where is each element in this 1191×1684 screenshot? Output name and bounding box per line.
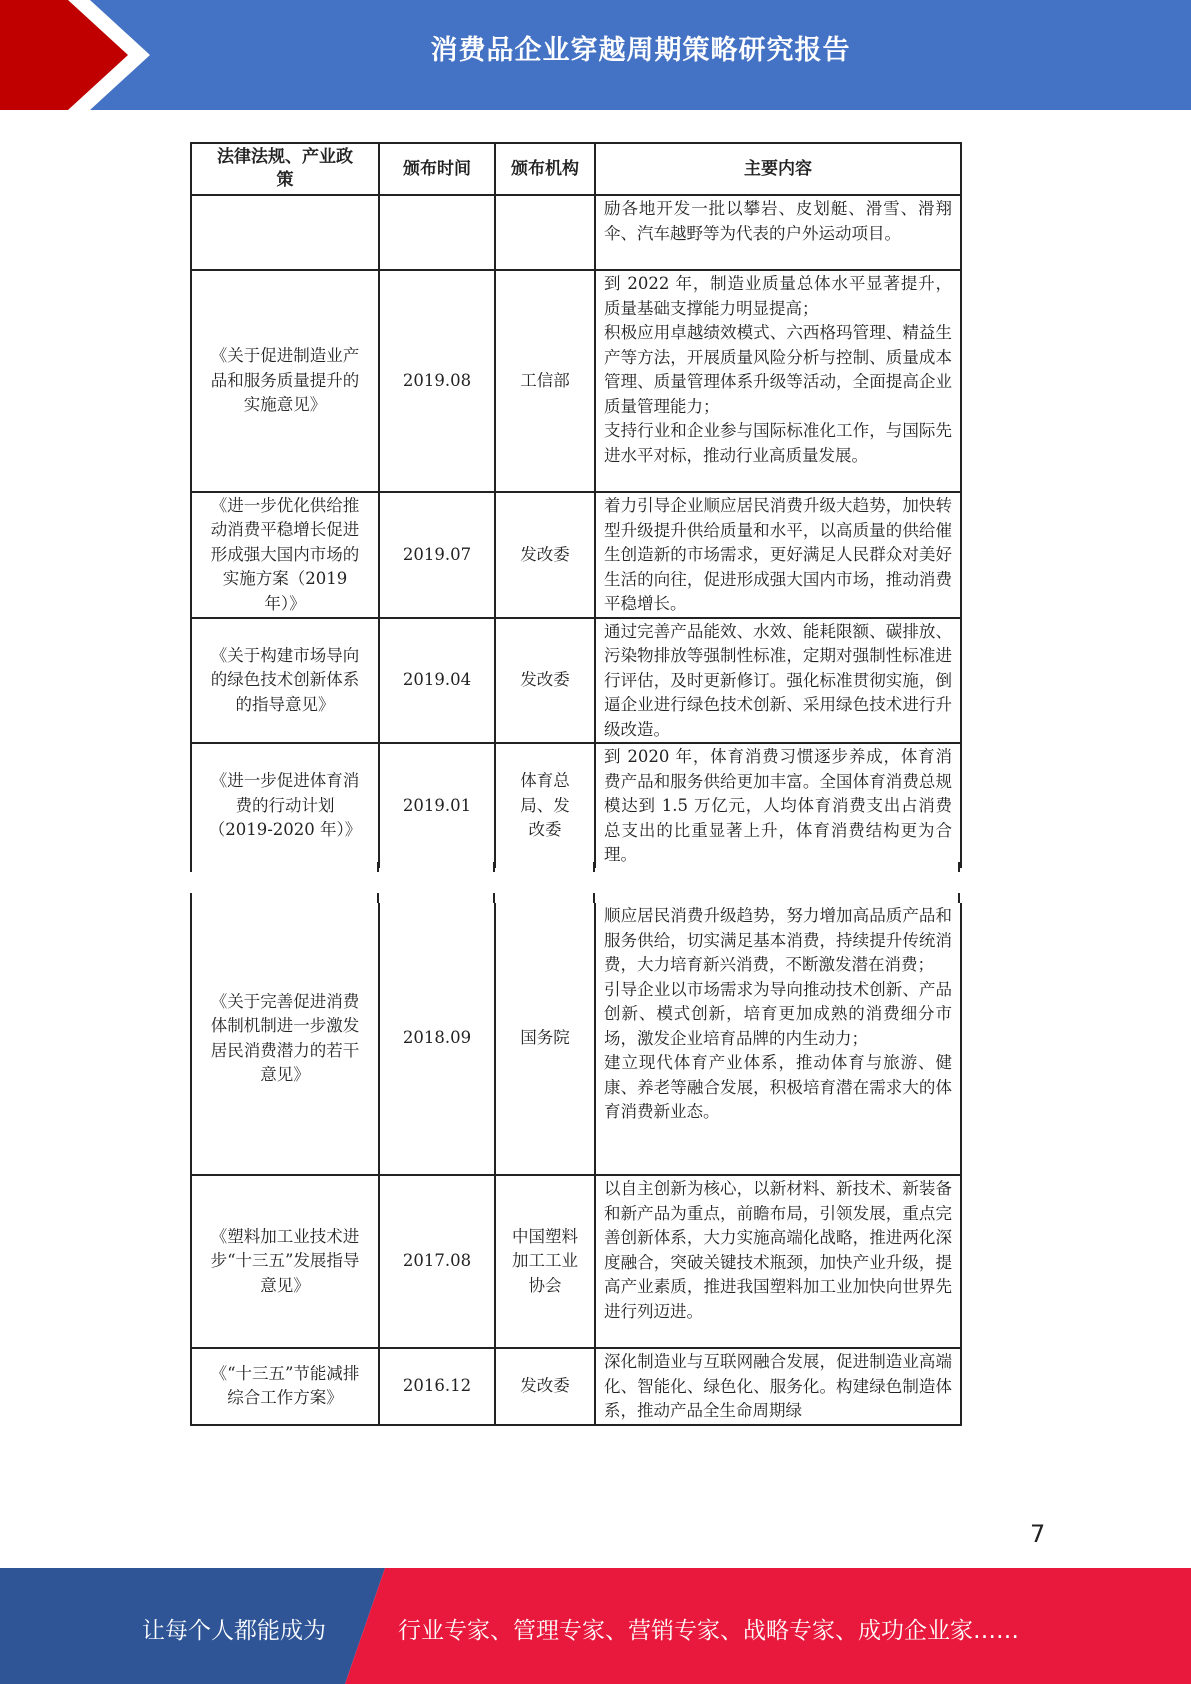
content-cell: 到 2022 年，制造业质量总体水平显著提升，质量基础支撑能力明显提高； 积极应用卓越绩效模式、六西格玛管理、精益生产等方法，开展质量风险分析与控制、质量成本管理、质量管理体系升级等活动，全面提高企业质量管理能力； 支持行业和企业参与国际标准化工作，与国际先进水平对标，推动行业高质量发展。: [595, 270, 961, 492]
org-cell: 发改委: [495, 618, 595, 744]
content-cell: 深化制造业与互联网融合发展，促进制造业高端化、智能化、绿色化、服务化。构建绿色制造体系，推动产品全生命周期绿: [595, 1348, 961, 1425]
date-cell: 2018.09: [379, 903, 495, 1175]
date-cell: 2019.08: [379, 270, 495, 492]
table-row: [191, 195, 961, 270]
date-cell: 2017.08: [379, 1175, 495, 1348]
table-header-row: [191, 143, 961, 195]
table-row: [191, 743, 961, 868]
column-header-content: 主要内容: [595, 143, 961, 195]
org-cell: [495, 195, 595, 270]
footer-slogan-left: 让每个人都能成为: [142, 1618, 326, 1644]
date-cell: [379, 195, 495, 270]
table-break-top: [190, 862, 960, 872]
org-cell: 国务院: [495, 903, 595, 1175]
footer-slogan-right: 行业专家、管理专家、营销专家、战略专家、成功企业家……: [398, 1618, 1019, 1644]
org-cell: 发改委: [495, 492, 595, 618]
org-cell: 体育总局、发改委: [495, 743, 595, 868]
date-cell: 2016.12: [379, 1348, 495, 1425]
content-cell: 顺应居民消费升级趋势，努力增加高品质产品和服务供给，切实满足基本消费，持续提升传统消费，大力培育新兴消费，不断激发潜在消费； 引导企业以市场需求为导向推动技术创新、产品创新、模式创新，培育更加成熟的消费细分市场，激发企业培育品牌的内生动力； 建立现代体育产业体系，推动体育与旅游、健康、养老等融合发展，积极培育潜在需求大的体育消费新业态。: [595, 903, 961, 1175]
table-row: [191, 492, 961, 618]
page-header: [0, 0, 1191, 110]
date-cell: 2019.07: [379, 492, 495, 618]
column-header-org: 颁布机构: [495, 143, 595, 195]
table-row: [191, 1175, 961, 1348]
content-cell: 着力引导企业顺应居民消费升级大趋势，加快转型升级提升供给质量和水平，以高质量的供给催生创造新的市场需求，更好满足人民群众对美好生活的向往，促进形成强大国内市场，推动消费平稳增长。: [595, 492, 961, 618]
date-cell: 2019.04: [379, 618, 495, 744]
policy-name-cell: 《关于完善促进消费体制机制进一步激发居民消费潜力的若干意见》: [191, 903, 379, 1175]
org-cell: 中国塑料加工工业协会: [495, 1175, 595, 1348]
table-row: [191, 903, 961, 1175]
policy-name-cell: 《关于促进制造业产品和服务质量提升的实施意见》: [191, 270, 379, 492]
content-cell: 通过完善产品能效、水效、能耗限额、碳排放、污染物排放等强制性标准，定期对强制性标准进行评估，及时更新修订。强化标准贯彻实施，倒逼企业进行绿色技术创新、采用绿色技术进行升级改造。: [595, 618, 961, 744]
policy-table-part1: [190, 142, 962, 868]
content-cell: 到 2020 年，体育消费习惯逐步养成，体育消费产品和服务供给更加丰富。全国体育消费总规模达到 1.5 万亿元，人均体育消费支出占消费总支出的比重显著上升，体育消费结构更为合理。: [595, 743, 961, 868]
table-row: [191, 618, 961, 744]
table-row: [191, 270, 961, 492]
content-cell: 以自主创新为核心，以新材料、新技术、新装备和新产品为重点，前瞻布局，引领发展，重点完善创新体系，大力实施高端化战略，推进两化深度融合，突破关键技术瓶颈，加快产业升级，提高产业素质，推进我国塑料加工业加快向世界先进行列迈进。: [595, 1175, 961, 1348]
page-number: 7: [1030, 1520, 1046, 1548]
policy-name-cell: 《塑料加工业技术进步“十三五”发展指导意见》: [191, 1175, 379, 1348]
policy-name-cell: 《“十三五”节能减排综合工作方案》: [191, 1348, 379, 1425]
policy-table-part2: [190, 903, 962, 1426]
report-title: 消费品企业穿越周期策略研究报告: [430, 35, 851, 66]
table-break-bottom: [190, 893, 960, 903]
column-header-policy: 法律法规、产业政策: [191, 143, 379, 195]
policy-name-cell: 《关于构建市场导向的绿色技术创新体系的指导意见》: [191, 618, 379, 744]
policy-name-cell: 《进一步促进体育消费的行动计划（2019-2020 年）》: [191, 743, 379, 868]
column-header-date: 颁布时间: [379, 143, 495, 195]
date-cell: 2019.01: [379, 743, 495, 868]
org-cell: 发改委: [495, 1348, 595, 1425]
page-footer: [0, 1568, 1191, 1684]
policy-name-cell: 《进一步优化供给推动消费平稳增长促进形成强大国内市场的实施方案（2019 年）》: [191, 492, 379, 618]
policy-name-cell: [191, 195, 379, 270]
content-cell: 励各地开发一批以攀岩、皮划艇、滑雪、滑翔伞、汽车越野等为代表的户外运动项目。: [595, 195, 961, 270]
table-row: [191, 1348, 961, 1425]
org-cell: 工信部: [495, 270, 595, 492]
